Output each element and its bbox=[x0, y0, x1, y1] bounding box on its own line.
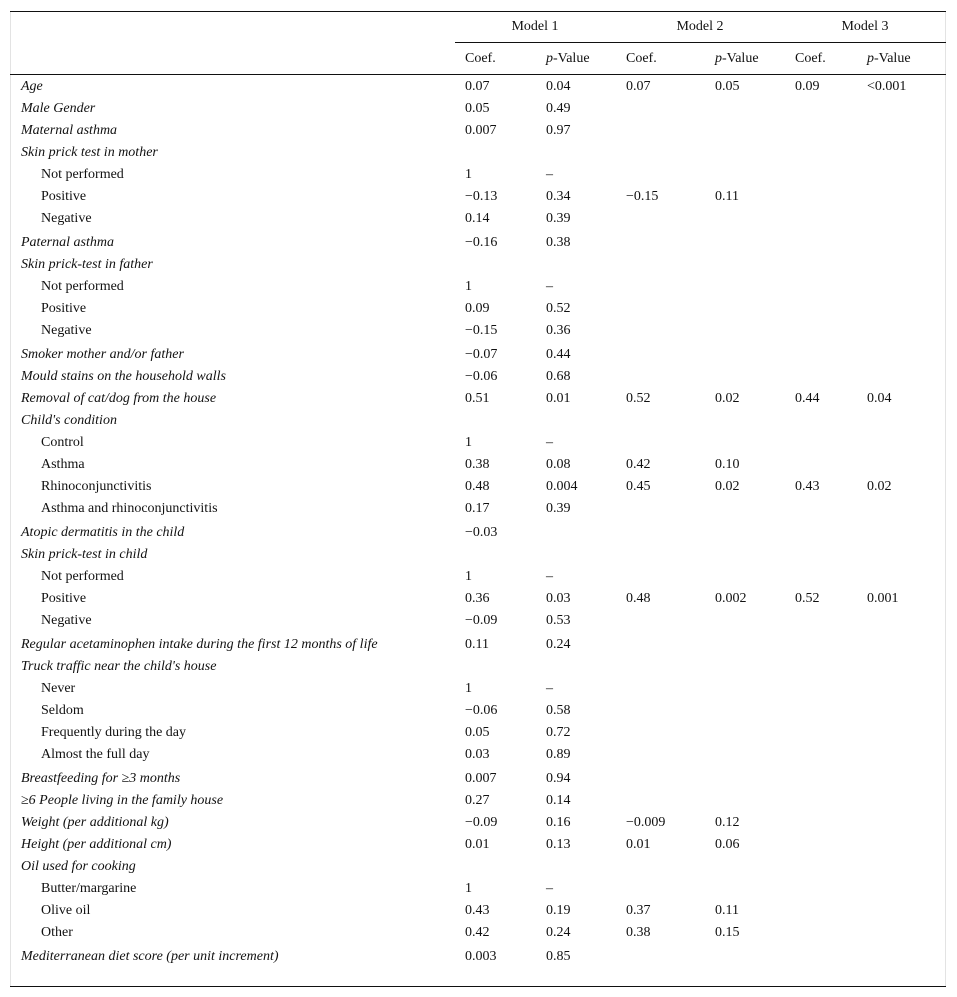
p-value-cell: – bbox=[546, 435, 553, 450]
p-value-cell: 0.11 bbox=[715, 903, 739, 918]
coef-cell: −0.06 bbox=[465, 703, 498, 718]
row-sublabel: Almost the full day bbox=[41, 747, 150, 762]
model-header-2: Model 2 bbox=[676, 19, 724, 34]
row-sublabel: Negative bbox=[41, 211, 92, 226]
row-label: Smoker mother and/or father bbox=[21, 347, 184, 362]
coef-cell: 0.43 bbox=[465, 903, 490, 918]
coef-cell: −0.15 bbox=[626, 189, 659, 204]
row-sublabel: Negative bbox=[41, 323, 92, 338]
value-suffix: -Value bbox=[553, 51, 590, 66]
row-label: Skin prick-test in child bbox=[21, 547, 148, 562]
row-label: Male Gender bbox=[21, 101, 96, 116]
coef-cell: 0.42 bbox=[626, 457, 651, 472]
row-label: Age bbox=[21, 79, 43, 94]
coef-cell: 0.52 bbox=[795, 591, 820, 606]
value-suffix: -Value bbox=[874, 51, 911, 66]
coef-cell: −0.07 bbox=[465, 347, 498, 362]
coef-cell: −0.13 bbox=[465, 189, 498, 204]
p-letter: p bbox=[546, 51, 553, 66]
row-label: Atopic dermatitis in the child bbox=[21, 525, 185, 540]
model-header-1: Model 1 bbox=[511, 19, 559, 34]
p-value-cell: 0.39 bbox=[546, 501, 571, 516]
p-value-cell: 0.34 bbox=[546, 189, 571, 204]
coef-cell: 1 bbox=[465, 881, 472, 896]
row-sublabel: Other bbox=[41, 925, 73, 940]
row-label: Skin prick test in mother bbox=[21, 145, 158, 160]
header-bottom-rule bbox=[10, 74, 946, 75]
row-sublabel: Butter/margarine bbox=[41, 881, 137, 896]
row-sublabel: Control bbox=[41, 435, 84, 450]
p-value-cell: 0.44 bbox=[546, 347, 571, 362]
row-label: Mediterranean diet score (per unit increment) bbox=[21, 949, 279, 964]
coef-cell: 0.38 bbox=[626, 925, 651, 940]
p-value-cell: 0.002 bbox=[715, 591, 747, 606]
p-value-cell: 0.12 bbox=[715, 815, 740, 830]
p-value-cell: 0.05 bbox=[715, 79, 740, 94]
coef-cell: 0.36 bbox=[465, 591, 490, 606]
p-value-cell: 0.24 bbox=[546, 925, 571, 940]
p-value-cell: 0.06 bbox=[715, 837, 740, 852]
coef-cell: 0.09 bbox=[795, 79, 820, 94]
p-value-cell: 0.02 bbox=[715, 391, 740, 406]
p-letter: p bbox=[867, 51, 874, 66]
row-sublabel: Olive oil bbox=[41, 903, 91, 918]
coef-cell: 0.42 bbox=[465, 925, 490, 940]
coef-cell: 0.48 bbox=[626, 591, 651, 606]
p-value-cell: – bbox=[546, 167, 553, 182]
coef-cell: 1 bbox=[465, 435, 472, 450]
coef-cell: 1 bbox=[465, 681, 472, 696]
coef-cell: 0.007 bbox=[465, 771, 497, 786]
row-label: Breastfeeding for ≥3 months bbox=[21, 771, 181, 786]
p-value-cell: 0.19 bbox=[546, 903, 571, 918]
coef-cell: 0.03 bbox=[465, 747, 490, 762]
p-value-cell: 0.03 bbox=[546, 591, 571, 606]
p-value-cell: 0.02 bbox=[715, 479, 740, 494]
row-sublabel: Seldom bbox=[41, 703, 84, 718]
p-value-cell: 0.01 bbox=[546, 391, 571, 406]
p-value-header-3 bbox=[867, 51, 911, 67]
bottom-rule bbox=[10, 986, 946, 987]
coef-cell: 0.17 bbox=[465, 501, 490, 516]
row-sublabel: Positive bbox=[41, 591, 87, 606]
row-label: ≥6 People living in the family house bbox=[21, 793, 224, 808]
coef-cell: 0.45 bbox=[626, 479, 651, 494]
p-value-cell: 0.72 bbox=[546, 725, 571, 740]
p-value-cell: 0.58 bbox=[546, 703, 571, 718]
coef-cell: 0.003 bbox=[465, 949, 497, 964]
coef-cell: 0.07 bbox=[626, 79, 651, 94]
coef-cell: −0.16 bbox=[465, 235, 498, 250]
row-label: Skin prick-test in father bbox=[21, 257, 153, 272]
p-value-cell: – bbox=[546, 279, 553, 294]
coef-header-1: Coef. bbox=[465, 51, 496, 66]
coef-cell: −0.009 bbox=[626, 815, 666, 830]
p-value-cell: 0.04 bbox=[546, 79, 571, 94]
row-label: Oil used for cooking bbox=[21, 859, 136, 874]
coef-cell: 1 bbox=[465, 167, 472, 182]
p-value-cell: 0.08 bbox=[546, 457, 571, 472]
row-sublabel: Not performed bbox=[41, 569, 124, 584]
row-sublabel: Asthma and rhinoconjunctivitis bbox=[41, 501, 218, 516]
coef-cell: 0.52 bbox=[626, 391, 651, 406]
p-value-cell: 0.14 bbox=[546, 793, 571, 808]
row-sublabel: Never bbox=[41, 681, 76, 696]
value-suffix: -Value bbox=[722, 51, 759, 66]
coef-cell: 1 bbox=[465, 279, 472, 294]
coef-cell: 0.05 bbox=[465, 101, 490, 116]
coef-cell: 0.38 bbox=[465, 457, 490, 472]
p-value-cell: 0.15 bbox=[715, 925, 740, 940]
p-value-cell: 0.001 bbox=[867, 591, 899, 606]
row-sublabel: Not performed bbox=[41, 167, 124, 182]
coef-cell: 1 bbox=[465, 569, 472, 584]
coef-cell: 0.11 bbox=[465, 637, 489, 652]
coef-cell: 0.51 bbox=[465, 391, 490, 406]
coef-cell: 0.05 bbox=[465, 725, 490, 740]
coef-cell: 0.14 bbox=[465, 211, 490, 226]
p-value-cell: 0.13 bbox=[546, 837, 571, 852]
p-value-cell: 0.10 bbox=[715, 457, 740, 472]
coef-cell: −0.06 bbox=[465, 369, 498, 384]
row-sublabel: Positive bbox=[41, 189, 87, 204]
coef-cell: 0.007 bbox=[465, 123, 497, 138]
row-label: Mould stains on the household walls bbox=[21, 369, 226, 384]
p-value-cell: 0.11 bbox=[715, 189, 739, 204]
coef-cell: 0.48 bbox=[465, 479, 490, 494]
p-value-cell: 0.89 bbox=[546, 747, 571, 762]
p-value-cell: 0.94 bbox=[546, 771, 571, 786]
row-label: Removal of cat/dog from the house bbox=[21, 391, 217, 406]
row-label: Paternal asthma bbox=[21, 235, 114, 250]
top-rule bbox=[10, 11, 946, 12]
row-sublabel: Frequently during the day bbox=[41, 725, 187, 740]
row-label: Height (per additional cm) bbox=[21, 837, 172, 852]
row-sublabel: Negative bbox=[41, 613, 92, 628]
p-value-cell: 0.97 bbox=[546, 123, 571, 138]
p-value-cell: 0.004 bbox=[546, 479, 578, 494]
p-value-cell: 0.68 bbox=[546, 369, 571, 384]
p-value-cell: – bbox=[546, 569, 553, 584]
coef-cell: 0.37 bbox=[626, 903, 651, 918]
coef-cell: −0.03 bbox=[465, 525, 498, 540]
p-letter: p bbox=[715, 51, 722, 66]
coef-cell: −0.09 bbox=[465, 815, 498, 830]
p-value-header-1 bbox=[546, 51, 590, 67]
p-value-cell: 0.53 bbox=[546, 613, 571, 628]
p-value-cell: 0.49 bbox=[546, 101, 571, 116]
coef-cell: −0.15 bbox=[465, 323, 498, 338]
p-value-cell: 0.04 bbox=[867, 391, 892, 406]
row-sublabel: Asthma bbox=[41, 457, 85, 472]
p-value-cell: <0.001 bbox=[867, 79, 907, 94]
model-header-3: Model 3 bbox=[841, 19, 889, 34]
p-value-cell: – bbox=[546, 881, 553, 896]
p-value-header-2 bbox=[715, 51, 759, 67]
coef-cell: 0.43 bbox=[795, 479, 820, 494]
coef-header-2: Coef. bbox=[626, 51, 657, 66]
coef-header-3: Coef. bbox=[795, 51, 826, 66]
row-sublabel: Rhinoconjunctivitis bbox=[41, 479, 152, 494]
p-value-cell: 0.36 bbox=[546, 323, 571, 338]
model-header-rule bbox=[455, 42, 946, 43]
coef-cell: 0.07 bbox=[465, 79, 490, 94]
row-label: Truck traffic near the child's house bbox=[21, 659, 217, 674]
coef-cell: 0.01 bbox=[626, 837, 651, 852]
coef-cell: 0.01 bbox=[465, 837, 490, 852]
row-label: Regular acetaminophen intake during the first 12 months of life bbox=[21, 637, 378, 652]
p-value-cell: 0.38 bbox=[546, 235, 571, 250]
p-value-cell: 0.52 bbox=[546, 301, 571, 316]
p-value-cell: 0.02 bbox=[867, 479, 892, 494]
row-sublabel: Positive bbox=[41, 301, 87, 316]
p-value-cell: 0.85 bbox=[546, 949, 571, 964]
coef-cell: 0.27 bbox=[465, 793, 490, 808]
p-value-cell: 0.24 bbox=[546, 637, 571, 652]
row-label: Maternal asthma bbox=[21, 123, 118, 138]
row-label: Child's condition bbox=[21, 413, 117, 428]
coef-cell: 0.09 bbox=[465, 301, 490, 316]
coef-cell: 0.44 bbox=[795, 391, 820, 406]
p-value-cell: 0.39 bbox=[546, 211, 571, 226]
p-value-cell: 0.16 bbox=[546, 815, 571, 830]
row-sublabel: Not performed bbox=[41, 279, 124, 294]
p-value-cell: – bbox=[546, 681, 553, 696]
row-label: Weight (per additional kg) bbox=[21, 815, 169, 830]
coef-cell: −0.09 bbox=[465, 613, 498, 628]
